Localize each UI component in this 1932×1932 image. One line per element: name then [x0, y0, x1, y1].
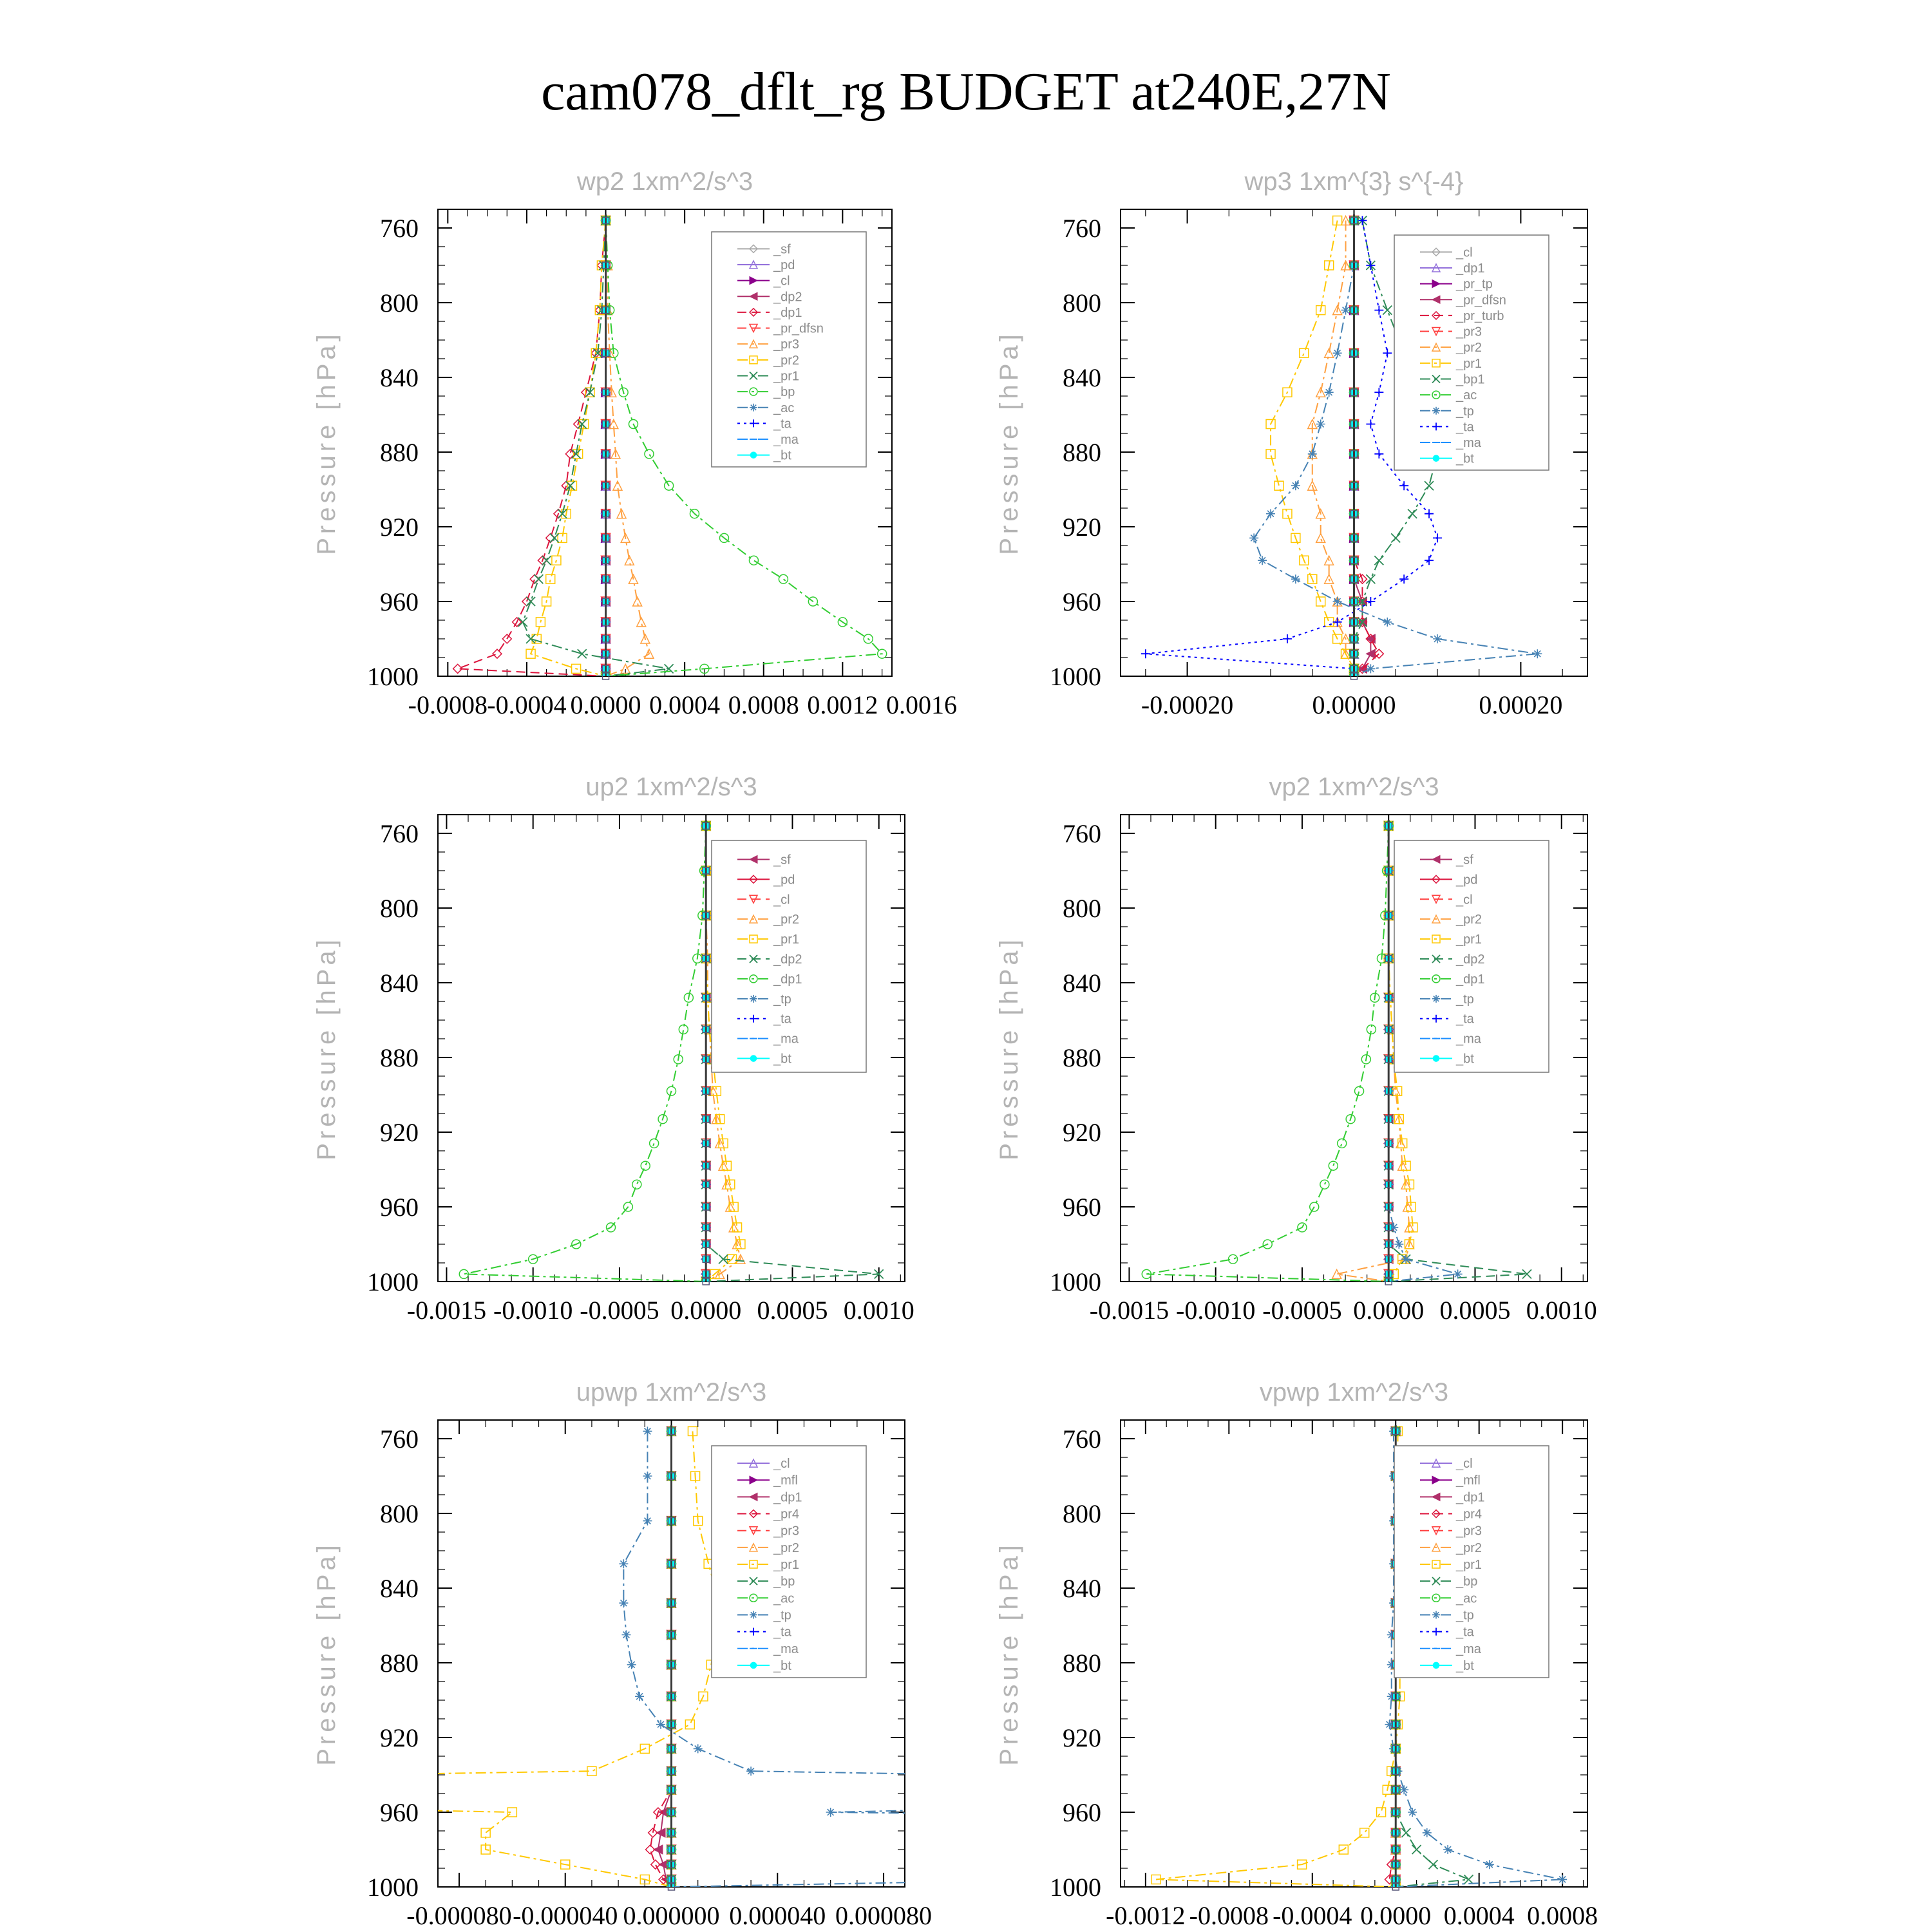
data-point: [1383, 306, 1392, 315]
legend: [1394, 1446, 1549, 1678]
series-line: [1146, 220, 1437, 676]
data-point: [534, 574, 543, 583]
legend-label: _ta: [1456, 1625, 1474, 1640]
legend-label: _tp: [1456, 1608, 1474, 1623]
data-point: [558, 509, 567, 518]
y-tick-label: 840: [380, 363, 419, 392]
x-tick-label: 0.000040: [729, 1901, 826, 1930]
data-point: [1412, 1845, 1421, 1854]
y-tick-label: 920: [1063, 1118, 1101, 1147]
x-tick-label: 0.0000: [670, 1296, 742, 1325]
data-point: [1374, 388, 1383, 397]
data-point: [1308, 450, 1317, 459]
legend-marker: [1433, 1056, 1439, 1062]
y-tick-label: 840: [380, 1574, 419, 1603]
legend: [712, 1446, 866, 1678]
legend-label: _ta: [773, 417, 791, 431]
x-tick-label: 0.000000: [623, 1901, 720, 1930]
legend-marker: [750, 1056, 757, 1062]
y-tick-label: 1000: [367, 1873, 419, 1902]
legend-label: _pr2: [773, 913, 800, 927]
legend-label: _ac: [1456, 1591, 1477, 1606]
data-point: [650, 1139, 659, 1148]
legend-label: _ta: [773, 1012, 791, 1027]
data-point: [779, 574, 788, 583]
data-point: [1283, 509, 1292, 518]
series-dp1: [1142, 821, 1393, 1286]
legend-label: _pr4: [1456, 1507, 1482, 1522]
data-point: [1423, 1828, 1432, 1837]
legend-label: _bp: [1456, 1575, 1478, 1589]
series-line: [531, 220, 605, 676]
legend-label: _ma: [773, 433, 799, 448]
data-point: [1433, 533, 1442, 542]
data-point: [1325, 388, 1334, 397]
data-point: [619, 1559, 628, 1568]
legend-label: _bt: [773, 1052, 791, 1066]
y-tick-label: 920: [1063, 513, 1101, 542]
legend-marker: [1433, 455, 1439, 462]
legend-marker: [750, 995, 757, 1003]
data-point: [1399, 1785, 1408, 1794]
panel-wp3: [995, 167, 1587, 719]
series-line: [1312, 220, 1354, 676]
data-point: [1338, 1139, 1347, 1148]
legend-label: _ta: [773, 1625, 791, 1640]
x-tick-label: -0.0010: [493, 1296, 573, 1325]
legend-label: _cl: [773, 893, 790, 907]
data-point: [632, 1180, 641, 1189]
data-point: [1341, 306, 1350, 315]
series-pr2: [1308, 216, 1359, 681]
y-tick-label: 960: [380, 1798, 419, 1827]
data-point: [1333, 618, 1342, 627]
y-tick-label: 760: [380, 819, 419, 848]
data-point: [1428, 1860, 1437, 1869]
x-tick-label: 0.000080: [835, 1901, 933, 1930]
x-tick-label: 0.0010: [1526, 1296, 1597, 1325]
y-axis-label: Pressure [hPa]: [995, 936, 1023, 1160]
legend-label: _pr3: [1456, 1524, 1482, 1539]
y-tick-label: 760: [1063, 819, 1101, 848]
legend-label: _tp: [1456, 992, 1474, 1007]
x-tick-label: 0.0000: [570, 690, 641, 719]
legend-label: _pd: [1456, 873, 1478, 887]
legend-label: _pr2: [773, 353, 800, 368]
data-point: [643, 1426, 652, 1435]
legend-label: _ma: [1456, 1032, 1481, 1046]
legend-label: _pd: [773, 258, 795, 272]
data-point: [1366, 664, 1375, 673]
data-point: [1329, 1161, 1338, 1170]
series-line: [1354, 220, 1379, 676]
legend-label: _pr1: [1456, 933, 1482, 947]
series-dp1: [459, 821, 710, 1286]
panel-wp2: [312, 167, 957, 719]
panel-vp2: [995, 773, 1597, 1325]
x-tick-label: -0.000080: [406, 1901, 512, 1930]
data-point: [1401, 1828, 1410, 1837]
y-tick-label: 960: [380, 1193, 419, 1222]
legend-label: _dp2: [773, 952, 802, 967]
x-tick-label: 0.00000: [1312, 690, 1396, 719]
legend-label: _bp: [773, 1575, 795, 1589]
figure-title: cam078_dflt_rg BUDGET at240E,27N: [541, 62, 1391, 122]
data-point: [1141, 649, 1150, 658]
series-line: [650, 1431, 672, 1887]
data-point: [635, 1692, 644, 1701]
y-axis-label: Pressure [hPa]: [312, 1541, 341, 1766]
series-line: [458, 220, 606, 676]
panel-vpwp: [995, 1378, 1598, 1930]
data-point: [578, 649, 587, 658]
legend-label: _pr1: [1456, 1558, 1482, 1572]
data-point: [1283, 634, 1292, 643]
legend: [1394, 235, 1549, 470]
x-tick-label: -0.0015: [406, 1296, 487, 1325]
series-pr1: [518, 216, 674, 681]
data-point: [1274, 481, 1283, 490]
data-point: [643, 1472, 652, 1481]
data-point: [1408, 1808, 1417, 1817]
data-point: [1408, 509, 1417, 518]
y-tick-label: 960: [1063, 1798, 1101, 1827]
panel-title: wp2 1xm^2/s^3: [576, 167, 753, 196]
data-point: [1320, 1180, 1329, 1189]
y-tick-label: 1000: [367, 1267, 419, 1296]
legend-label: _bt: [1456, 451, 1474, 466]
legend-marker: [750, 1611, 757, 1618]
panels: [0, 167, 1932, 1930]
y-tick-label: 1000: [1050, 1873, 1101, 1902]
data-point: [1425, 509, 1434, 518]
y-tick-label: 840: [1063, 1574, 1101, 1603]
data-point: [746, 1766, 755, 1776]
legend-label: _pr2: [773, 1540, 800, 1555]
legend-label: _pr4: [773, 1507, 800, 1522]
legend-label: _ma: [1456, 1642, 1481, 1656]
data-point: [1454, 1269, 1463, 1278]
y-tick-label: 760: [1063, 1425, 1101, 1454]
x-tick-label: 0.0012: [807, 690, 878, 719]
x-tick-label: -0.0004: [1273, 1901, 1352, 1930]
y-tick-label: 1000: [1050, 1267, 1101, 1296]
data-point: [1425, 556, 1434, 565]
series-pr1: [1151, 1426, 1405, 1891]
data-point: [1291, 574, 1300, 583]
y-tick-label: 880: [1063, 1043, 1101, 1072]
data-point: [641, 1161, 650, 1170]
x-tick-label: 0.0000: [1353, 1296, 1425, 1325]
panel-title: wp3 1xm^{3} s^{-4}: [1244, 167, 1464, 196]
legend-label: _pr_turb: [1456, 308, 1504, 323]
x-tick-label: -0.0015: [1089, 1296, 1170, 1325]
series-pr1: [0, 1426, 724, 1891]
y-tick-label: 880: [1063, 438, 1101, 467]
legend-marker: [1432, 1611, 1440, 1618]
data-point: [518, 618, 527, 627]
data-point: [1325, 618, 1334, 627]
series-dp1: [453, 216, 611, 681]
x-tick-label: -0.0012: [1106, 1901, 1186, 1930]
data-point: [826, 1808, 835, 1817]
y-tick-label: 960: [1063, 1193, 1101, 1222]
legend-label: _dp1: [1456, 1490, 1485, 1505]
data-point: [621, 1631, 630, 1640]
x-tick-label: 0.0000: [1360, 1901, 1432, 1930]
legend-label: _ma: [1456, 436, 1481, 451]
legend-label: _mfl: [773, 1473, 798, 1488]
legend-label: _pr_dfsn: [1456, 293, 1506, 308]
y-tick-label: 920: [380, 1723, 419, 1752]
legend-label: _dp1: [773, 972, 802, 987]
data-point: [685, 1720, 694, 1729]
y-tick-label: 840: [380, 969, 419, 998]
data-point: [1533, 649, 1542, 658]
data-point: [1425, 481, 1434, 490]
legend-label: _mfl: [1456, 1473, 1481, 1488]
x-tick-label: -0.0005: [580, 1296, 659, 1325]
data-point: [1383, 348, 1392, 357]
series-line: [1146, 826, 1388, 1282]
data-point: [1391, 533, 1400, 542]
data-point: [1300, 348, 1309, 357]
y-tick-label: 920: [1063, 1723, 1101, 1752]
legend-label: _bt: [1456, 1052, 1474, 1066]
legend-label: _dp2: [1456, 952, 1485, 967]
data-point: [619, 1598, 628, 1607]
data-point: [1464, 1875, 1473, 1884]
legend-label: _bp1: [1456, 372, 1485, 387]
legend-label: _sf: [773, 242, 791, 257]
y-tick-label: 800: [1063, 289, 1101, 317]
panel-upwp: [0, 1378, 1932, 1930]
data-point: [1291, 481, 1300, 490]
y-tick-label: 760: [380, 1425, 419, 1454]
y-tick-label: 880: [380, 438, 419, 467]
y-axis-label: Pressure [hPa]: [312, 936, 341, 1160]
series-line: [0, 1431, 719, 1887]
legend-label: _dp1: [773, 1490, 802, 1505]
panel-title: upwp 1xm^2/s^3: [576, 1378, 767, 1406]
y-tick-label: 880: [380, 1043, 419, 1072]
legend: [712, 840, 866, 1072]
x-tick-label: 0.0008: [1527, 1901, 1598, 1930]
y-axis-label: Pressure [hPa]: [995, 1541, 1023, 1766]
y-tick-label: 840: [1063, 363, 1101, 392]
data-point: [1366, 420, 1375, 429]
y-tick-label: 800: [380, 894, 419, 923]
data-point: [1861, 1785, 1870, 1794]
legend-label: _pd: [773, 873, 795, 887]
data-point: [1332, 1269, 1341, 1278]
x-tick-label: 0.0010: [843, 1296, 914, 1325]
x-tick-label: -0.00020: [1141, 690, 1234, 719]
legend-label: _dp1: [1456, 972, 1485, 987]
x-tick-label: 0.0005: [757, 1296, 828, 1325]
data-point: [493, 649, 502, 658]
legend: [712, 232, 866, 467]
legend-marker: [1433, 1662, 1439, 1669]
x-tick-label: 0.0004: [1443, 1901, 1515, 1930]
legend-label: _tp: [773, 992, 791, 1007]
data-point: [694, 1744, 703, 1753]
legend-label: _bt: [1456, 1658, 1474, 1673]
data-point: [749, 556, 758, 565]
data-point: [1374, 450, 1383, 459]
legend-marker: [1432, 407, 1440, 415]
legend-label: _sf: [773, 853, 791, 867]
y-tick-label: 920: [380, 1118, 419, 1147]
x-tick-label: -0.0010: [1176, 1296, 1256, 1325]
legend-label: _pr1: [773, 933, 800, 947]
data-point: [1249, 533, 1258, 542]
legend-label: _tp: [773, 1608, 791, 1623]
series-line: [1156, 1431, 1400, 1887]
legend-label: _ma: [773, 1642, 799, 1656]
legend-label: _bp: [773, 385, 795, 400]
data-point: [526, 597, 535, 606]
data-point: [627, 1660, 636, 1669]
legend-label: _dp1: [773, 305, 802, 320]
series-line: [606, 220, 649, 676]
data-point: [1366, 597, 1375, 606]
legend-label: _cl: [1456, 893, 1473, 907]
series-pr2: [526, 216, 610, 681]
panel-title: vp2 1xm^2/s^3: [1269, 773, 1439, 801]
data-point: [1485, 1860, 1494, 1869]
data-point: [459, 1269, 468, 1278]
x-tick-label: -0.000040: [513, 1901, 618, 1930]
y-tick-label: 880: [1063, 1649, 1101, 1678]
data-point: [542, 556, 551, 565]
x-tick-label: -0.0008: [1189, 1901, 1269, 1930]
legend-label: _cl: [773, 1457, 790, 1472]
y-tick-label: 760: [380, 214, 419, 243]
legend-label: _bt: [773, 1658, 791, 1673]
legend-label: _pr_tp: [1456, 277, 1493, 292]
y-tick-label: 800: [380, 289, 419, 317]
data-point: [643, 1517, 652, 1526]
y-tick-label: 840: [1063, 969, 1101, 998]
data-point: [1558, 1875, 1567, 1884]
y-tick-label: 800: [1063, 1499, 1101, 1528]
panel-title: vpwp 1xm^2/s^3: [1259, 1378, 1449, 1406]
legend-marker: [750, 1662, 757, 1669]
data-point: [1394, 1240, 1403, 1249]
data-point: [1333, 348, 1342, 357]
y-tick-label: 960: [1063, 587, 1101, 616]
y-tick-label: 800: [380, 1499, 419, 1528]
legend-label: _pr3: [773, 337, 800, 352]
x-tick-label: 0.0004: [649, 690, 721, 719]
data-point: [1355, 1086, 1364, 1095]
data-point: [645, 450, 654, 459]
series-line: [658, 1431, 672, 1887]
legend-label: _ac: [1456, 388, 1477, 403]
panel-up2: [312, 773, 914, 1325]
y-axis-label: Pressure [hPa]: [995, 330, 1023, 555]
data-point: [526, 634, 535, 643]
legend-marker: [1432, 995, 1440, 1003]
data-point: [1433, 634, 1442, 643]
legend-label: _ta: [1456, 420, 1474, 435]
legend-label: _cl: [1456, 245, 1473, 260]
legend-label: _dp1: [1456, 261, 1485, 276]
legend-label: _ma: [773, 1032, 799, 1046]
x-tick-label: -0.0005: [1262, 1296, 1342, 1325]
data-area: [0, 1426, 1932, 1891]
x-tick-label: 0.0005: [1439, 1296, 1511, 1325]
legend-label: _pr2: [1456, 913, 1482, 927]
legend-label: _cl: [1456, 1457, 1473, 1472]
y-tick-label: 760: [1063, 214, 1101, 243]
x-tick-label: 0.00020: [1479, 690, 1563, 719]
y-tick-label: 1000: [1050, 662, 1101, 691]
legend-label: _ac: [773, 401, 795, 415]
legend-marker: [750, 452, 757, 459]
series-line: [464, 826, 706, 1282]
legend-label: _ac: [773, 1591, 795, 1606]
legend-label: _pr1: [773, 1558, 800, 1572]
legend-label: _dp2: [773, 290, 802, 305]
x-tick-label: -0.0004: [487, 690, 567, 719]
y-tick-label: 920: [380, 513, 419, 542]
data-point: [1383, 618, 1392, 627]
series-dp1: [654, 1426, 676, 1891]
data-point: [1374, 556, 1383, 565]
data-point: [1374, 306, 1383, 315]
panel-title: up2 1xm^2/s^3: [585, 773, 757, 801]
data-point: [1258, 556, 1267, 565]
x-tick-label: -0.0008: [408, 690, 488, 719]
legend-label: _tp: [1456, 404, 1474, 419]
legend-label: _sf: [1456, 853, 1473, 867]
y-tick-label: 1000: [367, 662, 419, 691]
legend-label: _bt: [773, 448, 791, 463]
legend-label: _pr2: [1456, 341, 1482, 355]
data-point: [1443, 1845, 1452, 1854]
data-point: [1701, 1860, 1710, 1869]
y-tick-label: 880: [380, 1649, 419, 1678]
data-point: [1316, 420, 1325, 429]
legend-label: _ta: [1456, 1012, 1474, 1027]
legend: [1394, 840, 1549, 1072]
y-tick-label: 960: [380, 587, 419, 616]
x-tick-label: 0.0016: [886, 690, 957, 719]
legend-label: _cl: [773, 274, 790, 289]
data-point: [1333, 597, 1342, 606]
y-tick-label: 800: [1063, 894, 1101, 923]
legend-label: _pr1: [773, 369, 800, 384]
legend-label: _pr3: [1456, 325, 1482, 339]
legend-label: _pr2: [1456, 1540, 1482, 1555]
legend-label: _pr3: [773, 1524, 800, 1539]
legend-marker: [750, 404, 757, 412]
x-tick-label: 0.0008: [728, 690, 799, 719]
legend-label: _pr1: [1456, 356, 1482, 371]
legend-label: _pr_dfsn: [773, 321, 824, 336]
data-point: [1266, 509, 1275, 518]
data-point: [565, 481, 574, 490]
y-axis-label: Pressure [hPa]: [312, 330, 341, 555]
